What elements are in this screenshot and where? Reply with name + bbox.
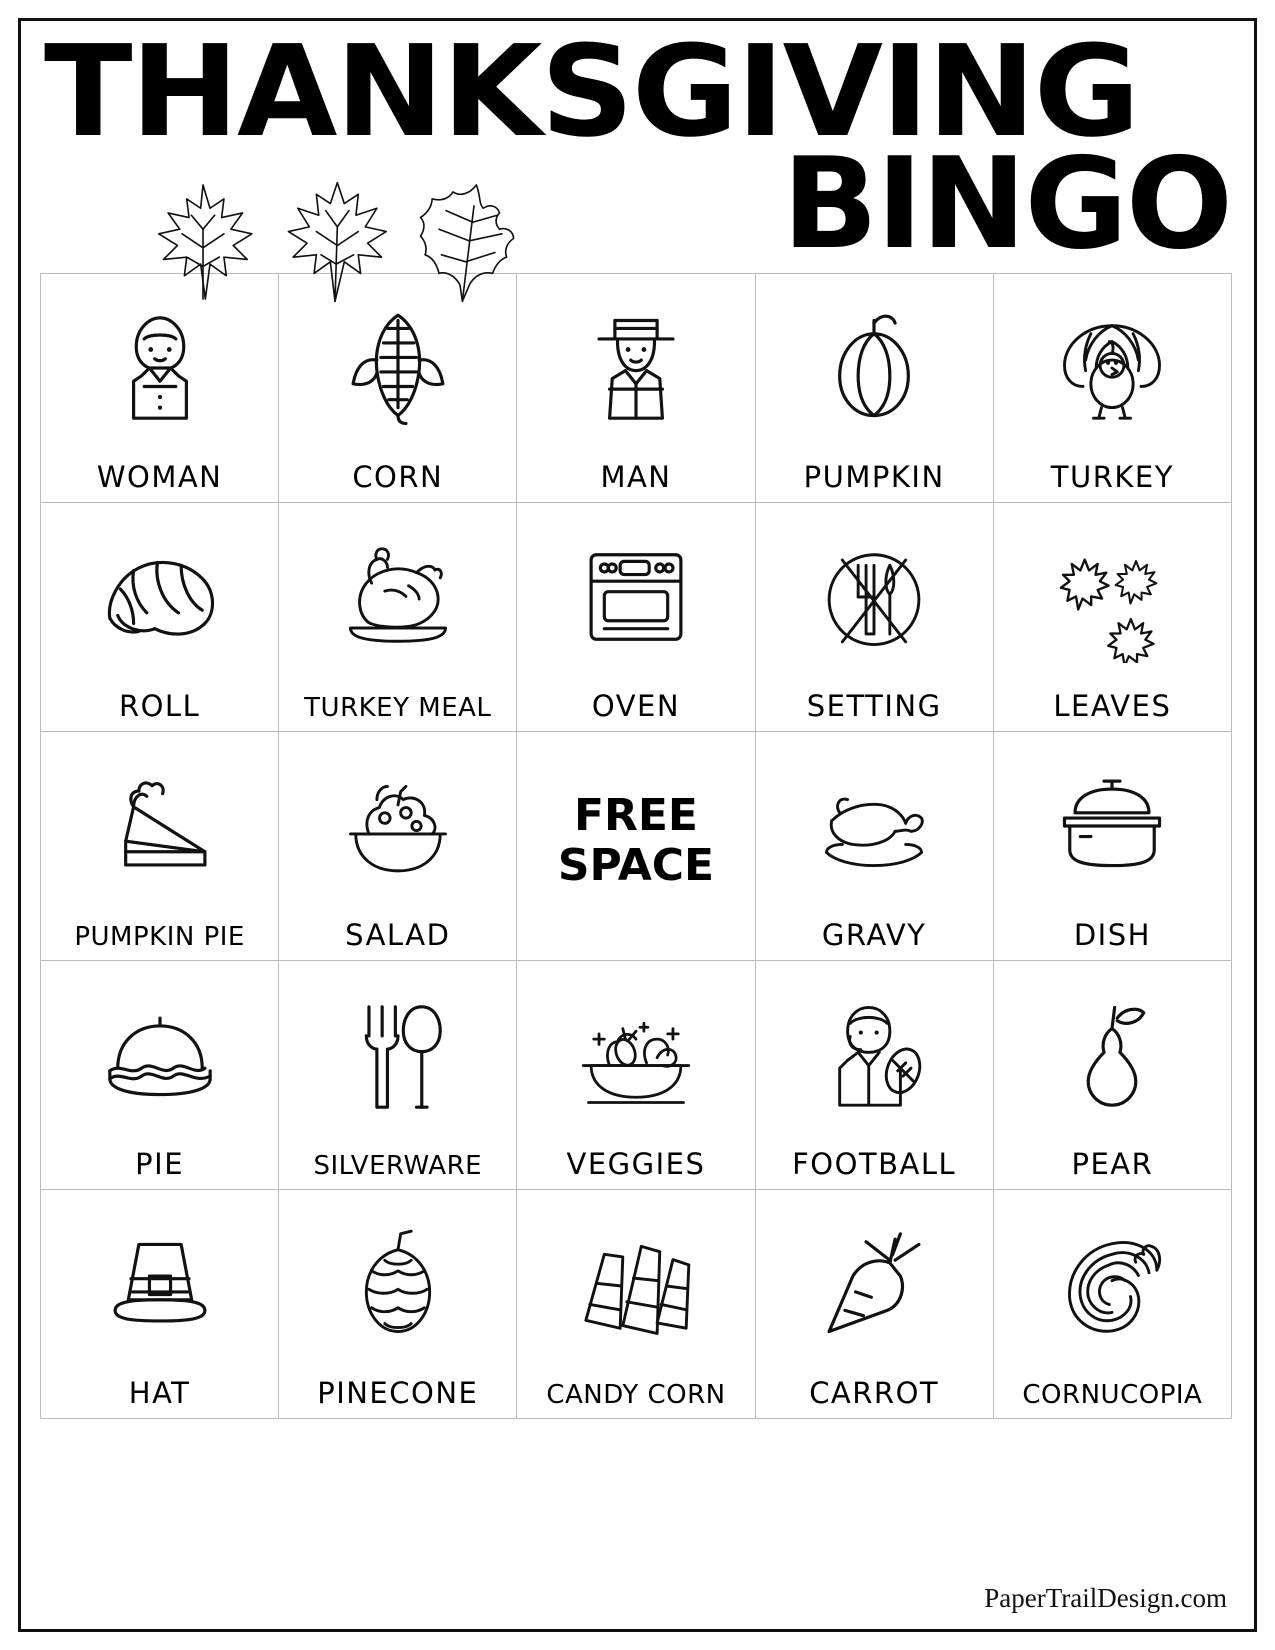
gravy-boat-icon xyxy=(756,732,993,921)
bingo-cell-pumpkin-pie[interactable] xyxy=(41,731,279,960)
bingo-cell-pear[interactable] xyxy=(993,960,1231,1189)
bingo-cell-label: FOOTBALL xyxy=(792,1146,957,1181)
bingo-grid xyxy=(40,273,1232,1419)
bingo-cell-woman[interactable] xyxy=(41,273,279,502)
bingo-cell-roll[interactable] xyxy=(41,502,279,731)
bingo-cell-label: TURKEY MEAL xyxy=(304,692,492,723)
maple-leaf-icon xyxy=(276,178,394,306)
bingo-cell-label: OVEN xyxy=(591,688,681,723)
bingo-cell-free-space[interactable] xyxy=(517,731,755,960)
bingo-row xyxy=(41,960,1232,1189)
bingo-cell-label: PUMPKIN xyxy=(803,459,945,494)
bingo-cell-veggies[interactable] xyxy=(517,960,755,1189)
bingo-cell-label: DISH xyxy=(1073,917,1151,952)
turkey-icon xyxy=(994,274,1231,463)
bingo-cell-label: VEGGIES xyxy=(566,1146,706,1181)
football-player-icon xyxy=(756,961,993,1150)
oven-icon xyxy=(517,503,754,692)
bingo-cell-pie[interactable] xyxy=(41,960,279,1189)
free-space-text xyxy=(517,732,754,950)
roast-turkey-icon xyxy=(279,503,516,695)
bingo-cell-label: SALAD xyxy=(345,917,451,952)
bingo-cell-setting[interactable] xyxy=(755,502,993,731)
page-title-line-1: THANKSGIVING xyxy=(44,18,1139,165)
bingo-cell-label: TURKEY xyxy=(1050,459,1174,494)
pear-icon xyxy=(994,961,1231,1150)
bingo-cell-label: WOMAN xyxy=(96,459,223,494)
pie-icon xyxy=(41,961,278,1150)
cornucopia-icon xyxy=(994,1190,1231,1382)
place-setting-icon xyxy=(756,503,993,692)
bingo-row xyxy=(41,731,1232,960)
free-space-line-1: FREE xyxy=(573,790,698,842)
bingo-cell-corn[interactable] xyxy=(279,273,517,502)
bingo-cell-leaves[interactable] xyxy=(993,502,1231,731)
bingo-cell-man[interactable] xyxy=(517,273,755,502)
bingo-cell-label: PIE xyxy=(135,1146,185,1181)
bingo-cell-cornucopia[interactable] xyxy=(993,1189,1231,1418)
bingo-cell-label: CORNUCOPIA xyxy=(1022,1379,1203,1410)
bingo-row xyxy=(41,1189,1232,1418)
bingo-cell-label: CARROT xyxy=(809,1375,940,1410)
pumpkin-icon xyxy=(756,274,993,463)
veggies-bowl-icon xyxy=(517,961,754,1150)
footer-credit: PaperTrailDesign.com xyxy=(984,1583,1227,1613)
bingo-cell-silverware[interactable] xyxy=(279,960,517,1189)
bingo-cell-label: CANDY CORN xyxy=(546,1379,726,1410)
bingo-cell-dish[interactable] xyxy=(993,731,1231,960)
casserole-dish-icon xyxy=(994,732,1231,921)
maple-leaf-icon xyxy=(144,178,262,306)
silverware-icon xyxy=(279,961,516,1153)
pilgrim-man-icon xyxy=(517,274,754,463)
bingo-cell-label: SETTING xyxy=(806,688,942,723)
bingo-row xyxy=(41,273,1232,502)
carrot-icon xyxy=(756,1190,993,1379)
bingo-cell-football[interactable] xyxy=(755,960,993,1189)
bingo-cell-label: GRAVY xyxy=(821,917,927,952)
bingo-cell-label: PEAR xyxy=(1071,1146,1154,1181)
bingo-grid-wrap xyxy=(40,273,1235,1419)
leaf-decoration-group xyxy=(144,178,526,306)
bingo-cell-label: LEAVES xyxy=(1053,688,1172,723)
bingo-cell-candy-corn[interactable] xyxy=(517,1189,755,1418)
oak-leaf-icon xyxy=(408,178,526,306)
bingo-cell-gravy[interactable] xyxy=(755,731,993,960)
page-header xyxy=(44,0,1231,278)
pilgrim-hat-icon xyxy=(41,1190,278,1379)
bingo-cell-turkey[interactable] xyxy=(993,273,1231,502)
pumpkin-pie-slice-icon xyxy=(41,732,278,924)
croissant-roll-icon xyxy=(41,503,278,692)
bingo-cell-pumpkin[interactable] xyxy=(755,273,993,502)
bingo-cell-label: PUMPKIN PIE xyxy=(74,921,245,952)
leaves-icon xyxy=(994,503,1231,692)
bingo-cell-label: CORN xyxy=(352,459,444,494)
bingo-cell-label: ROLL xyxy=(118,688,201,723)
free-space-line-2: SPACE xyxy=(557,839,715,891)
pinecone-icon xyxy=(279,1190,516,1379)
bingo-cell-oven[interactable] xyxy=(517,502,755,731)
candy-corn-icon xyxy=(517,1190,754,1382)
bingo-cell-carrot[interactable] xyxy=(755,1189,993,1418)
bingo-row xyxy=(41,502,1232,731)
bingo-cell-label: HAT xyxy=(128,1375,191,1410)
bingo-cell-salad[interactable] xyxy=(279,731,517,960)
salad-bowl-icon xyxy=(279,732,516,921)
bingo-cell-label: MAN xyxy=(600,459,672,494)
bingo-cell-pinecone[interactable] xyxy=(279,1189,517,1418)
bingo-cell-label: SILVERWARE xyxy=(313,1150,483,1181)
bingo-cell-label: PINECONE xyxy=(317,1375,479,1410)
bingo-cell-hat[interactable] xyxy=(41,1189,279,1418)
bingo-cell-turkey-meal[interactable] xyxy=(279,502,517,731)
page-title-line-2: BINGO xyxy=(782,130,1231,278)
